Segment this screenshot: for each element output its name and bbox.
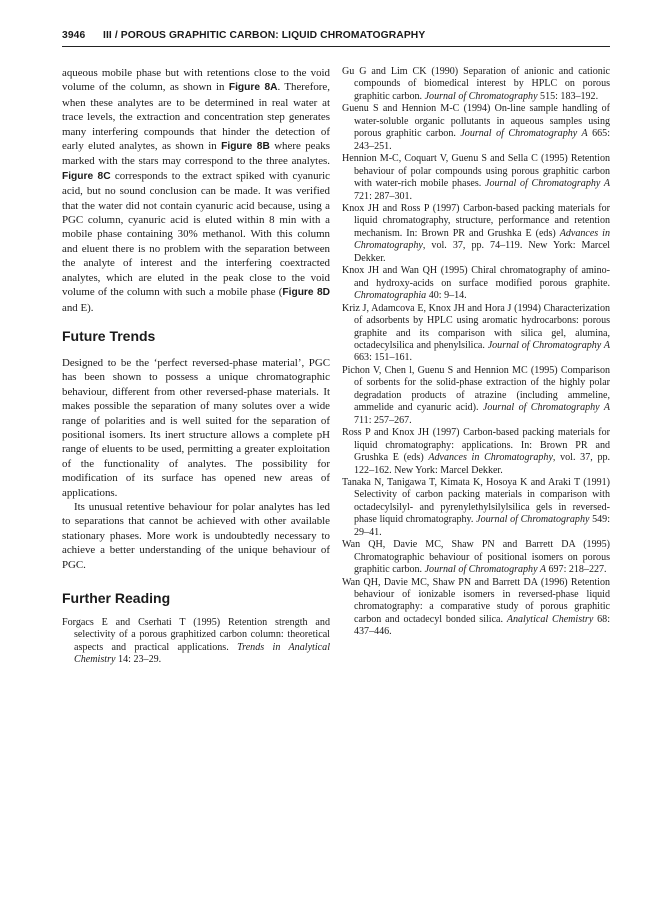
- left-column: [62, 66, 330, 667]
- reference-item: Wan QH, Davie MC, Shaw PN and Barrett DA (1995) Chromatographic behaviour of positional isomers on porous graphitic carbon. Journal of Chromatography A 697: 218–227.: [342, 539, 610, 576]
- reference-item: Hennion M-C, Coquart V, Guenu S and Sella C (1995) Retention behaviour of polar compounds using porous graphitic carbon with water-rich mobile phases. Journal of Chromatography A 721: 287–301.: [342, 153, 611, 202]
- future-trends-heading: Future Trends: [62, 327, 156, 344]
- future-trends-paragraph-1: Designed to be the ‘perfect reversed-phase material’, PGC has been shown to possess a unique chromatographic behaviour, different from other reversed-phase materials. It makes possible the separation of many solutes over a wide range of polarities and is well suited for the separation of positional isomers. Its inert structure allows a complete pH range of eluents to be used, permitting a greater exploitation of the functionality of analytes. The possibility for modification of its surface has opened new areas of applications.: [62, 356, 330, 499]
- reference-item: Gu G and Lim CK (1990) Separation of anionic and cationic compounds of biomedical interest by HPLC on porous graphitic carbon. Journal of Chromatography 515: 183–192.: [342, 66, 610, 102]
- reference-item: Knox JH and Wan QH (1995) Chiral chromatography of amino- and hydroxy-acids on surface modified porous graphite. Chromatographia 40: 9–14.: [342, 265, 610, 302]
- figure-8d-ref[interactable]: Figure 8D: [282, 287, 331, 299]
- reference-item: Wan QH, Davie MC, Shaw PN and Barrett DA (1996) Retention behaviour of ionizable isomers in reversed-phase liquid chromatography: a comparative study of porous graphitic carbon and octadecyl bonded silica. Analytical Chemistry 68: 437–446.: [342, 576, 610, 638]
- further-reading-heading: Further Reading: [62, 590, 171, 606]
- figure-8a-ref[interactable]: Figure 8A: [228, 82, 278, 94]
- reference-item: Forgacs E and Cserhati T (1995) Retention strength and selectivity of a porous graphitized carbon column: theoretical aspects and practical applications. Trends in Analytical Chemistry 14: 23–29.: [62, 617, 330, 666]
- intro-paragraph: aqueous mobile phase but with retentions close to the void volume of the column, as shown in Figure 8A. Therefore, when these analytes are to be determined in real water at trace levels, the extraction and concentration step generates many interfering compounds that hinder the detection of early eluted analytes, as shown in Figure 8B where peaks marked with the stars may correspond to the three analytes. Figure 8C corresponds to the extract spiked with cyanuric acid, but no sound conclusion can be made. It was verified that the water did not contain cyanuric acid because, using a PGC column, cyanuric acid is eluted within 8 min with a mobile phase containing 30% methanol. With this column and eluent there is no problem with the separation between the analyte of interest and the interfering coextracted analytes, which are eluted in the peak close to the void volume of the column with such a mobile phase (Figure 8D and E).: [62, 67, 331, 314]
- future-trends-paragraph-2: Its unusual retentive behaviour for polar analytes has led to separations that cannot be achieved with other available stationary phases. More work is undoubtedly necessary to achieve a better understanding of the unique behaviour of PGC.: [62, 500, 330, 571]
- reference-item: Knox JH and Ross P (1997) Carbon-based packing materials for liquid chromatography, structure, performance and retention mechanism. In: Brown PR and Grushka E (eds) Advances in Chromatography, vol. 37, pp. 74–119. New York: Marcel Dekker.: [342, 202, 610, 264]
- reference-item: Ross P and Knox JH (1997) Carbon-based packing materials for liquid chromatography: applications. In: Brown PR and Grushka E (eds) Advances in Chromatography, vol. 37, pp. 122–162. New York: Marcel Dekker.: [342, 427, 610, 476]
- running-header: [62, 24, 610, 47]
- running-title: III / POROUS GRAPHITIC CARBON: LIQUID CHROMATOGRAPHY: [103, 30, 426, 41]
- figure-8b-ref[interactable]: Figure 8B: [221, 141, 270, 153]
- right-column: [342, 66, 610, 639]
- page-number: 3946: [62, 30, 86, 41]
- reference-item: Kriz J, Adamcova E, Knox JH and Hora J (1994) Characterization of adsorbents by HPLC using aromatic hydrocarbons: porous graphite and its comparison with silica gel, alumina, octadecylsilica and phenylsilica. Journal of Chromatography A 663: 151–161.: [342, 302, 611, 364]
- reference-item: Pichon V, Chen l, Guenu S and Hennion MC (1995) Comparison of sorbents for the solid-phase extraction of the highly polar degradation products of atrazine (including ammeline, ammelide and cyanuric acid). Journal of Chromatography A 711: 257–267.: [342, 364, 611, 426]
- reference-item: Tanaka N, Tanigawa T, Kimata K, Hosoya K and Araki T (1991) Selectivity of carbon packing materials in comparison with octadecylsilyl- and pyrenylethylsilylsilica gels in reversed-phase liquid chromatography. Journal of Chromatography 549: 29–41.: [342, 476, 610, 538]
- reference-item: Guenu S and Hennion M-C (1994) On-line sample handling of water-soluble organic pollutants in aqueous samples using porous graphitic carbon. Journal of Chromatography A 665: 243–251.: [342, 103, 610, 152]
- figure-8c-ref[interactable]: Figure 8C: [62, 170, 111, 182]
